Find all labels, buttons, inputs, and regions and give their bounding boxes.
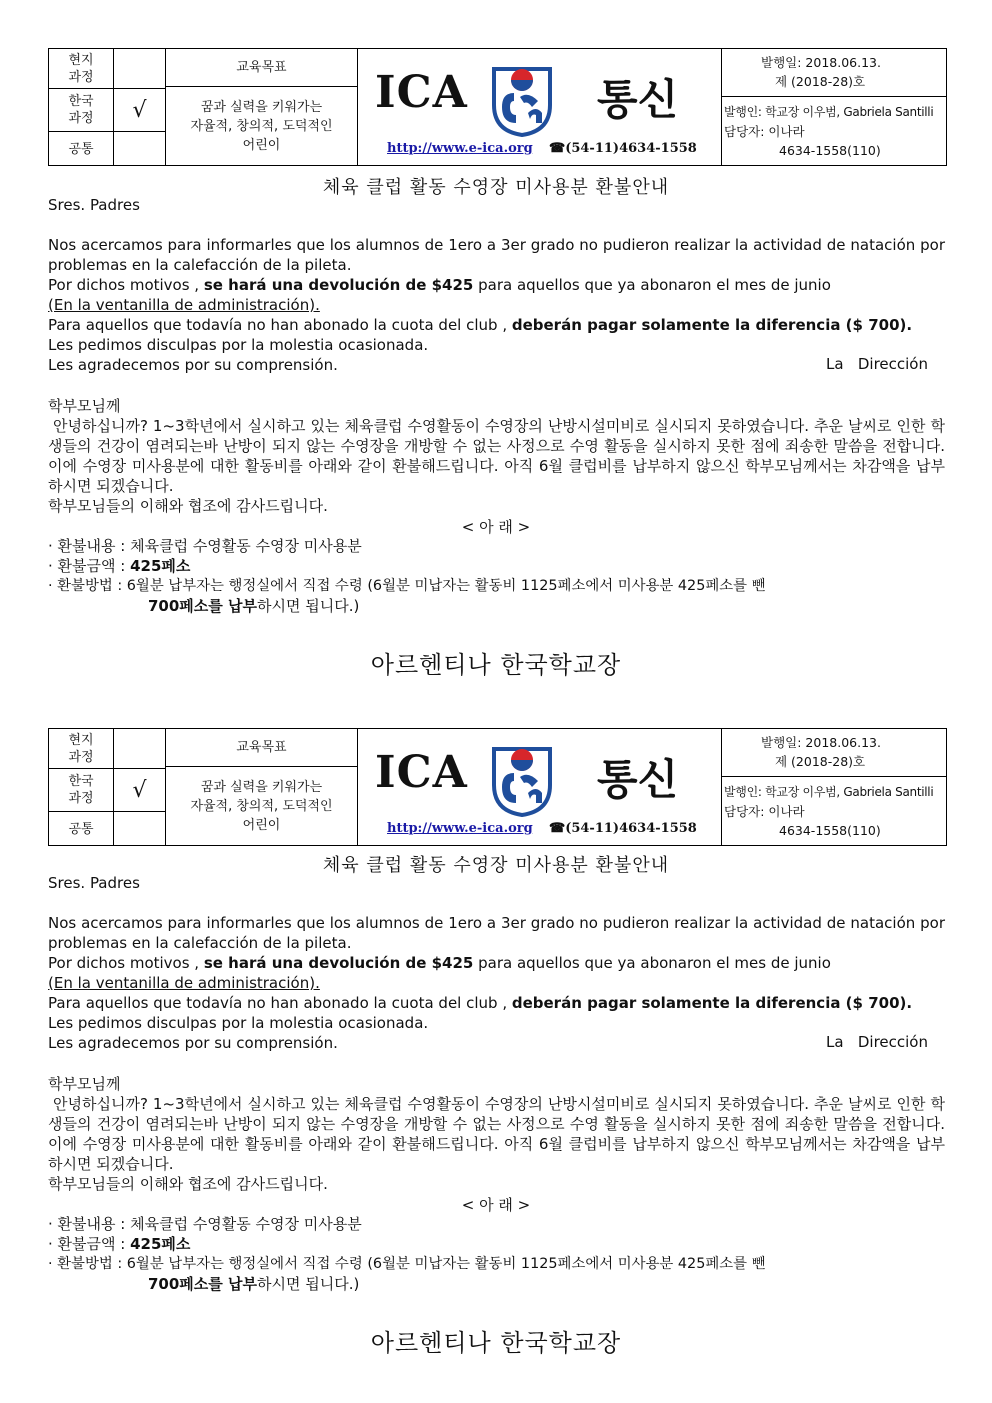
list-item — [148, 1274, 938, 1294]
refund-amount-label: · 환불금액 : — [48, 557, 131, 575]
refund-method-label: · 환불방법 : — [48, 578, 127, 594]
spanish-paragraph-1: Nos acercamos para informarles que los alumnos de 1ero a 3er grado no pudieron realizar la actividad de natación por problemas en la calefacción de la pileta. — [48, 914, 945, 952]
spanish-paragraph-5: Les pedimos disculpas por la molestia ocasionada. — [48, 336, 429, 354]
korean-paragraph-1: 안녕하십니까? 1~3학년에서 실시하고 있는 체육클럽 수영활동이 수영장의 난방시설미비로 실시되지 못하였습니다. 추운 날씨로 인한 학생들의 건강이 염려되는바 난방이 되지 않는 수영장을 개방할 수 없는 사정으로 수영 활동을 실시하지 못한 점에 죄송한 말씀을 전합니다. 이에 수영장 미사용분에 대한 활동비를 아래와 같이 환불해드립니다. 아직 6월 클럽비를 납부하지 않으신 학부모님께서는 차감액을 납부하시면 되겠습니다. — [48, 417, 950, 495]
contact-number: 4634-1558(110) — [779, 143, 881, 158]
education-goal-text: 꿈과 실력을 키워가는 자율적, 창의적, 도덕적인 어린이 — [190, 780, 333, 833]
phone-number: ☎(54-11)4634-1558 — [549, 821, 697, 836]
text-run: para aquellos que ya abonaron el mes de junio — [473, 276, 831, 294]
text-run: Para aquellos que todavía no han abonado la cuota del club , — [48, 994, 512, 1012]
list-item — [48, 1234, 945, 1254]
refund-content-label: · 환불내용 : — [48, 1215, 131, 1233]
spanish-paragraph-3: (En la ventanilla de administración). — [48, 974, 320, 992]
phone-number: ☎(54-11)4634-1558 — [549, 141, 697, 156]
school-signature: 아르헨티나 한국학교장 — [370, 1329, 622, 1357]
list-item — [48, 536, 945, 556]
spanish-signature: La Dirección — [826, 355, 928, 373]
website-link[interactable]: http://www.e-ica.org — [387, 141, 533, 156]
below-heading: < 아 래 > — [461, 518, 531, 536]
education-goal-title: 교육목표 — [236, 740, 287, 755]
notice-copy-bottom — [0, 680, 992, 1380]
difference-amount-text: deberán pagar solamente la diferencia ($ 700). — [511, 994, 913, 1012]
refund-method-value: 6월분 납부자는 행정실에서 직접 수령 (6월분 미납자는 활동비 1125페소에서 미사용분 425페소를 뺀 — [126, 578, 766, 594]
spanish-paragraph-2 — [48, 953, 868, 973]
refund-content-value: 체육클럽 수영활동 수영장 미사용분 — [130, 537, 362, 555]
spanish-greeting: Sres. Padres — [48, 196, 140, 214]
person-in-charge: 담당자: 이나라 — [724, 804, 805, 819]
korean-paragraph-2: 학부모님들의 이해와 협조에 감사드립니다. — [48, 497, 328, 515]
website-link[interactable]: http://www.e-ica.org — [387, 821, 533, 836]
course-korean-label: 한국 과정 — [68, 94, 94, 126]
education-goal-title: 교육목표 — [236, 60, 287, 75]
korean-greeting: 학부모님께 — [48, 1075, 121, 1093]
refund-content-label: · 환불내용 : — [48, 537, 131, 555]
spanish-paragraph-6: Les agradecemos por su comprensión. — [48, 1034, 338, 1052]
refund-method-value: 6월분 납부자는 행정실에서 직접 수령 (6월분 미납자는 활동비 1125페소에서 미사용분 425페소를 뺀 — [126, 1256, 766, 1272]
ica-logo-icon — [484, 57, 560, 137]
korean-greeting: 학부모님께 — [48, 397, 121, 415]
list-item — [48, 1214, 945, 1234]
notice-title: 체육 클럽 활동 수영장 미사용분 환불안내 — [322, 855, 670, 876]
notice-title: 체육 클럽 활동 수영장 미사용분 환불안내 — [322, 177, 670, 198]
text-run: Por dichos motivos , — [48, 954, 204, 972]
list-item — [148, 596, 938, 616]
course-common-label: 공통 — [68, 141, 94, 157]
spanish-paragraph-2 — [48, 275, 868, 295]
refund-method-suffix: 하시면 됩니다.) — [256, 597, 360, 615]
course-local-label: 현지 과정 — [68, 52, 94, 85]
check-mark-icon: √ — [132, 777, 147, 803]
ica-logo-icon — [484, 737, 560, 817]
refund-method-suffix: 하시면 됩니다.) — [256, 1275, 360, 1293]
spanish-paragraph-6: Les agradecemos por su comprensión. — [48, 356, 338, 374]
text-run: Por dichos motivos , — [48, 276, 204, 294]
spanish-greeting: Sres. Padres — [48, 874, 140, 892]
issue-date: 발행일: 2018.06.13. — [761, 55, 881, 70]
spanish-paragraph-5: Les pedimos disculpas por la molestia ocasionada. — [48, 1014, 429, 1032]
newsletter-header — [48, 48, 947, 166]
refund-content-value: 체육클럽 수영활동 수영장 미사용분 — [130, 1215, 362, 1233]
school-signature: 아르헨티나 한국학교장 — [370, 651, 622, 679]
refund-amount-text: se hará una devolución de $425 — [203, 954, 474, 972]
below-heading: < 아 래 > — [461, 1196, 531, 1214]
person-in-charge: 담당자: 이나라 — [724, 124, 805, 139]
issue-number: 제 (2018-28)호 — [775, 754, 866, 769]
issue-date: 발행일: 2018.06.13. — [761, 735, 881, 750]
course-common-label: 공통 — [68, 821, 94, 837]
newsletter-title: 통신 — [597, 75, 679, 124]
course-korean-label: 한국 과정 — [68, 774, 94, 806]
refund-amount-value: 425페소 — [130, 557, 191, 575]
spanish-paragraph-4 — [48, 315, 945, 335]
check-mark-icon: √ — [132, 97, 147, 123]
refund-amount-text: se hará una devolución de $425 — [203, 276, 474, 294]
ica-brand-text: ICA — [375, 67, 468, 118]
publisher: 발행인: 학교장 이우범, Gabriela Santilli — [724, 785, 934, 799]
refund-method-label: · 환불방법 : — [48, 1256, 127, 1272]
newsletter-title: 통신 — [597, 755, 679, 804]
newsletter-header — [48, 728, 947, 846]
spanish-paragraph-3: (En la ventanilla de administración). — [48, 296, 320, 314]
refund-method-emphasis: 700페소를 납부 — [148, 597, 257, 615]
course-local-label: 현지 과정 — [68, 732, 94, 765]
issue-number: 제 (2018-28)호 — [775, 74, 866, 89]
text-run: Para aquellos que todavía no han abonado la cuota del club , — [48, 316, 512, 334]
contact-number: 4634-1558(110) — [779, 823, 881, 838]
list-item — [48, 1254, 945, 1274]
spanish-paragraph-1: Nos acercamos para informarles que los alumnos de 1ero a 3er grado no pudieron realizar la actividad de natación por problemas en la calefacción de la pileta. — [48, 236, 945, 274]
education-goal-text: 꿈과 실력을 키워가는 자율적, 창의적, 도덕적인 어린이 — [190, 100, 333, 153]
ica-brand-text: ICA — [375, 747, 468, 798]
notice-copy-top — [0, 0, 992, 700]
korean-paragraph-2: 학부모님들의 이해와 협조에 감사드립니다. — [48, 1175, 328, 1193]
list-item — [48, 556, 945, 576]
publisher: 발행인: 학교장 이우범, Gabriela Santilli — [724, 105, 934, 119]
spanish-paragraph-4 — [48, 993, 945, 1013]
difference-amount-text: deberán pagar solamente la diferencia ($ 700). — [511, 316, 913, 334]
spanish-signature: La Dirección — [826, 1033, 928, 1051]
refund-amount-value: 425페소 — [130, 1235, 191, 1253]
text-run: para aquellos que ya abonaron el mes de junio — [473, 954, 831, 972]
korean-paragraph-1: 안녕하십니까? 1~3학년에서 실시하고 있는 체육클럽 수영활동이 수영장의 난방시설미비로 실시되지 못하였습니다. 추운 날씨로 인한 학생들의 건강이 염려되는바 난방이 되지 않는 수영장을 개방할 수 없는 사정으로 수영 활동을 실시하지 못한 점에 죄송한 말씀을 전합니다. 이에 수영장 미사용분에 대한 활동비를 아래와 같이 환불해드립니다. 아직 6월 클럽비를 납부하지 않으신 학부모님께서는 차감액을 납부하시면 되겠습니다. — [48, 1095, 950, 1173]
list-item — [48, 576, 945, 596]
refund-method-emphasis: 700페소를 납부 — [148, 1275, 257, 1293]
refund-amount-label: · 환불금액 : — [48, 1235, 131, 1253]
